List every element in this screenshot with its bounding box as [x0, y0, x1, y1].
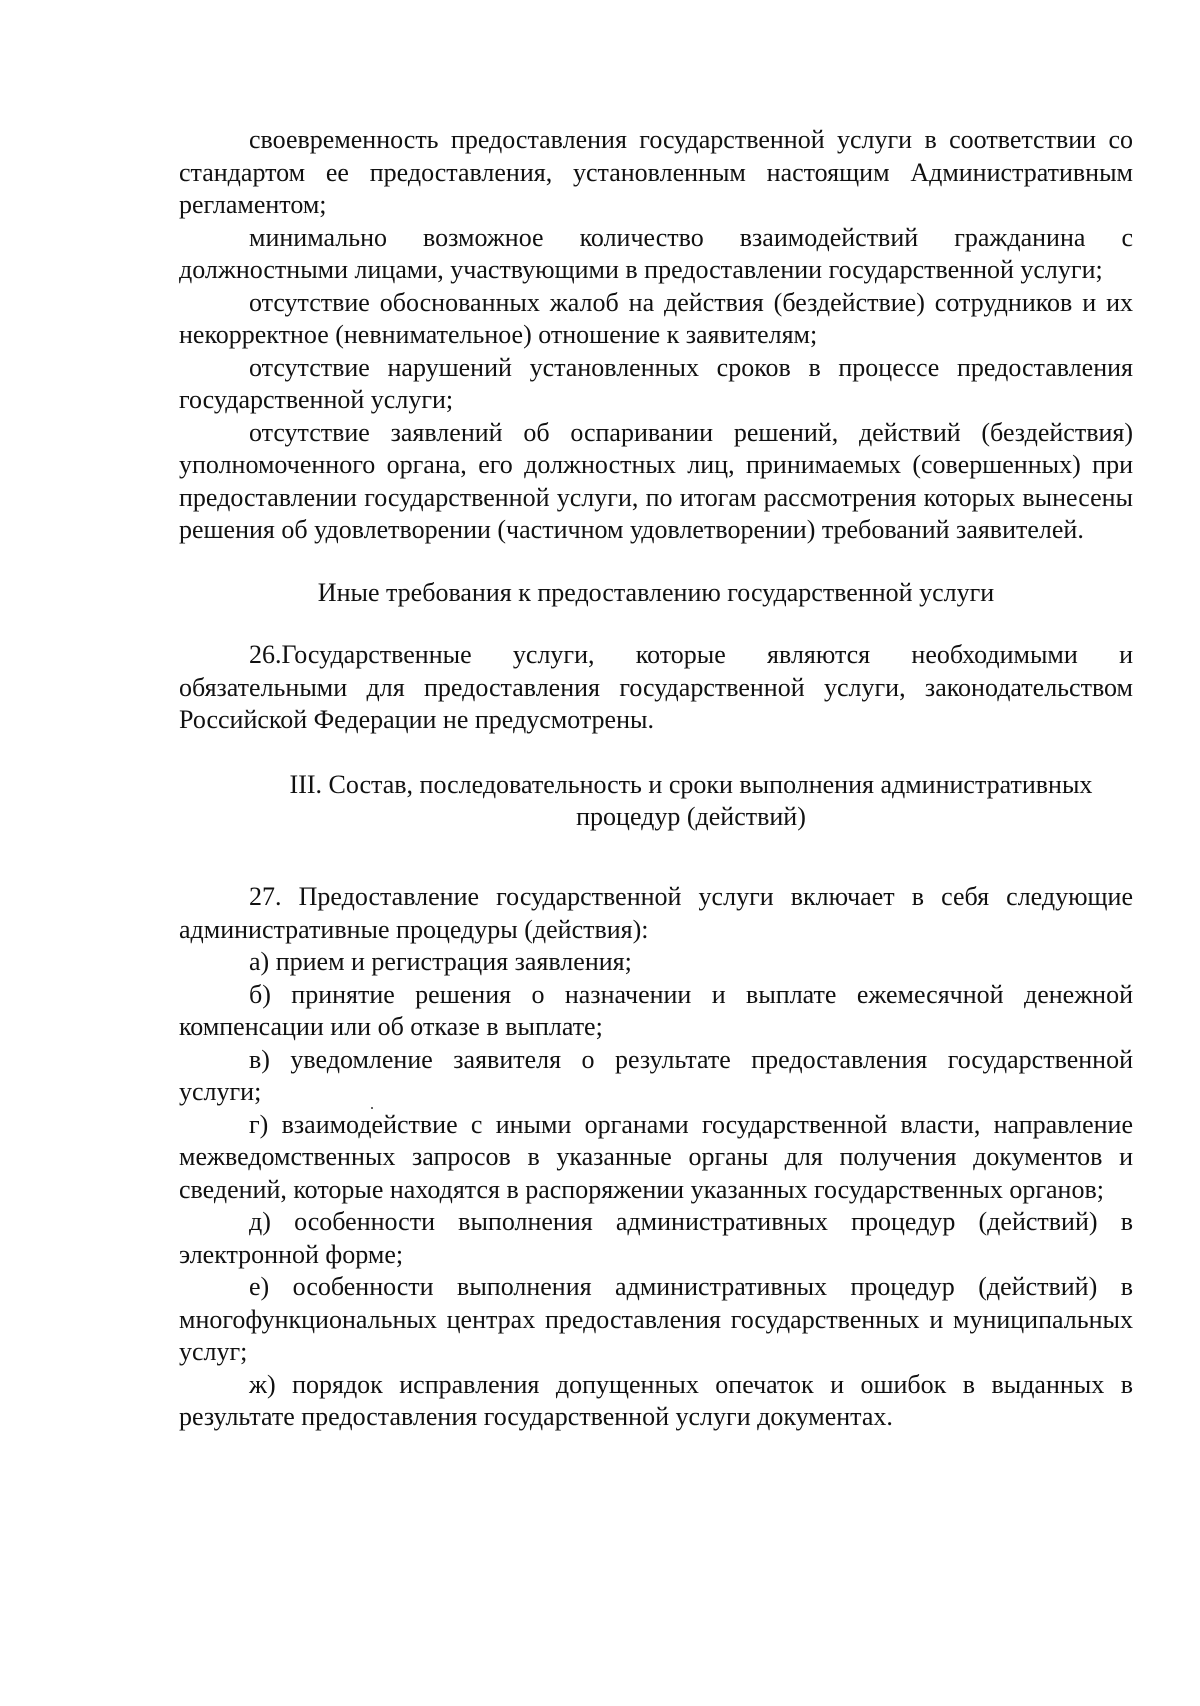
procedure-item-e: е) особенности выполнения административных процедур (действий) в многофункциональных центрах предоставления государственных и муниципальных услуг;	[179, 1272, 1133, 1366]
section-3-heading: III. Состав, последовательность и сроки выполнения административных процедур (действий)	[289, 769, 1093, 831]
criterion-no-appeals: отсутствие заявлений об оспаривании решений, действий (бездействия) уполномоченного органа, его должностных лиц, принимаемых (совершенных) при предоставлении государственной услуги, по итогам рассмотрения которых вынесены решения об удовлетворении (частичном удовлетворении) требований заявителей.	[179, 417, 1133, 544]
criterion-min-interactions: минимально возможное количество взаимодействий гражданина с должностными лицами, участвующими в предоставлении государственной услуги;	[179, 222, 1133, 284]
procedure-item-v: в) уведомление заявителя о результате предоставления государственной услуги;	[179, 1044, 1133, 1106]
procedure-item-b: б) принятие решения о назначении и выплате ежемесячной денежной компенсации или об отказе в выплате;	[179, 979, 1133, 1041]
criterion-no-complaints: отсутствие обоснованных жалоб на действия (бездействие) сотрудников и их некорректное (невнимательное) отношение к заявителям;	[179, 287, 1133, 349]
upper-text-block	[179, 124, 1133, 834]
scan-speck	[371, 1107, 373, 1109]
lower-text-block	[179, 881, 1133, 1434]
procedure-item-g: г) взаимодействие с иными органами государственной власти, направление межведомственных запросов в указанные органы для получения документов и сведений, которые находятся в распоряжении указанных государственных органов;	[179, 1109, 1133, 1204]
paragraph-27: 27. Предоставление государственной услуги включает в себя следующие административные процедуры (действия):	[179, 882, 1133, 944]
criterion-timeliness: своевременность предоставления государственной услуги в соответствии со стандартом ее предоставления, установленным настоящим Административным регламентом;	[179, 125, 1133, 219]
criterion-no-deadline-violations: отсутствие нарушений установленных сроков в процессе предоставления государственной услуги;	[179, 352, 1133, 414]
procedure-item-d: д) особенности выполнения административных процедур (действий) в электронной форме;	[179, 1207, 1133, 1269]
paragraph-26: 26.Государственные услуги, которые являются необходимыми и обязательными для предоставления государственной услуги, законодательством Российской Федерации не предусмотрены.	[179, 640, 1133, 734]
procedure-item-a: а) прием и регистрация заявления;	[249, 947, 632, 976]
procedure-item-zh: ж) порядок исправления допущенных опечаток и ошибок в выданных в результате предоставления государственной услуги документах.	[179, 1369, 1133, 1431]
other-requirements-heading: Иные требования к предоставлению государственной услуги	[317, 577, 995, 607]
